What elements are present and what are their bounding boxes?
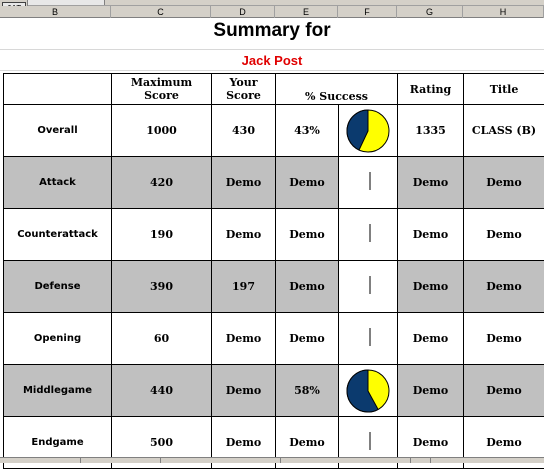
row-rating[interactable]: 1335 <box>398 105 464 157</box>
toolbar-strip-segment[interactable] <box>28 0 105 5</box>
summary-table <box>3 73 544 469</box>
row-your-score[interactable]: Demo <box>212 209 276 261</box>
row-success-percent[interactable]: 58% <box>276 365 339 417</box>
row-success-chart[interactable] <box>339 157 398 209</box>
header-category[interactable] <box>4 74 112 105</box>
row-category[interactable]: Middlegame <box>4 365 112 417</box>
column-header-row <box>0 6 544 18</box>
success-pie-chart <box>343 159 393 207</box>
sheet-tab[interactable] <box>230 458 281 463</box>
gridline <box>0 49 544 50</box>
player-name: Jack Post <box>0 53 544 68</box>
row-max-score[interactable]: 190 <box>112 209 212 261</box>
row-success-chart[interactable] <box>339 313 398 365</box>
row-success-percent[interactable]: Demo <box>276 313 339 365</box>
row-success-chart[interactable] <box>339 105 398 157</box>
row-max-score[interactable]: 1000 <box>112 105 212 157</box>
column-header-b[interactable]: B <box>0 6 111 18</box>
header-max-score[interactable]: Maximum Score <box>112 74 212 105</box>
table-row <box>4 261 544 313</box>
row-success-percent[interactable]: Demo <box>276 209 339 261</box>
success-pie-chart <box>343 107 393 155</box>
row-title[interactable]: Demo <box>464 261 544 313</box>
row-your-score[interactable]: 197 <box>212 261 276 313</box>
column-header-g[interactable]: G <box>397 6 463 18</box>
row-rating[interactable]: Demo <box>398 261 464 313</box>
row-success-percent[interactable]: Demo <box>276 417 339 469</box>
row-your-score[interactable]: Demo <box>212 365 276 417</box>
row-rating[interactable]: Demo <box>398 365 464 417</box>
header-title[interactable]: Title <box>464 74 544 105</box>
success-pie-chart <box>343 211 393 259</box>
column-header-h[interactable]: H <box>463 6 544 18</box>
row-success-percent[interactable]: Demo <box>276 261 339 313</box>
column-header-f[interactable]: F <box>338 6 397 18</box>
row-title[interactable]: Demo <box>464 157 544 209</box>
row-title[interactable]: CLASS (B) <box>464 105 544 157</box>
row-category[interactable]: Attack <box>4 157 112 209</box>
row-category[interactable]: Overall <box>4 105 112 157</box>
row-max-score[interactable]: 390 <box>112 261 212 313</box>
row-your-score[interactable]: Demo <box>212 157 276 209</box>
row-title[interactable]: Demo <box>464 313 544 365</box>
column-header-c[interactable]: C <box>111 6 211 18</box>
sheet-tab-scroll[interactable] <box>410 458 431 463</box>
row-rating[interactable]: Demo <box>398 209 464 261</box>
header-success[interactable]: % Success <box>276 74 398 105</box>
row-category[interactable]: Opening <box>4 313 112 365</box>
table-header-row <box>4 74 544 105</box>
row-category[interactable]: Endgame <box>4 417 112 469</box>
sheet-tab[interactable] <box>80 458 161 463</box>
gridline <box>0 70 544 71</box>
row-title[interactable]: Demo <box>464 365 544 417</box>
row-rating[interactable]: Demo <box>398 157 464 209</box>
row-title[interactable]: Demo <box>464 417 544 469</box>
row-success-chart[interactable] <box>339 365 398 417</box>
row-max-score[interactable]: 60 <box>112 313 212 365</box>
sheet-tab[interactable] <box>0 458 81 463</box>
success-pie-chart <box>343 367 393 415</box>
row-your-score[interactable]: Demo <box>212 313 276 365</box>
header-rating[interactable]: Rating <box>398 74 464 105</box>
sheet-tab[interactable] <box>280 458 411 463</box>
table-row <box>4 105 544 157</box>
table-row <box>4 365 544 417</box>
row-success-chart[interactable] <box>339 261 398 313</box>
row-success-percent[interactable]: 43% <box>276 105 339 157</box>
success-pie-chart <box>343 315 393 363</box>
column-header-d[interactable]: D <box>211 6 275 18</box>
row-success-percent[interactable]: Demo <box>276 157 339 209</box>
row-success-chart[interactable] <box>339 209 398 261</box>
row-rating[interactable]: Demo <box>398 417 464 469</box>
success-pie-chart <box>343 263 393 311</box>
row-your-score[interactable]: 430 <box>212 105 276 157</box>
row-title[interactable]: Demo <box>464 209 544 261</box>
column-header-e[interactable]: E <box>275 6 338 18</box>
row-max-score[interactable]: 500 <box>112 417 212 469</box>
table-row <box>4 157 544 209</box>
table-row <box>4 313 544 365</box>
row-category[interactable]: Defense <box>4 261 112 313</box>
row-max-score[interactable]: 440 <box>112 365 212 417</box>
header-your-score[interactable]: Your Score <box>212 74 276 105</box>
table-row <box>4 209 544 261</box>
row-max-score[interactable]: 420 <box>112 157 212 209</box>
row-your-score[interactable]: Demo <box>212 417 276 469</box>
row-rating[interactable]: Demo <box>398 313 464 365</box>
page-title: Summary for <box>0 20 544 42</box>
row-category[interactable]: Counterattack <box>4 209 112 261</box>
sheet-tab-bar <box>0 457 544 463</box>
